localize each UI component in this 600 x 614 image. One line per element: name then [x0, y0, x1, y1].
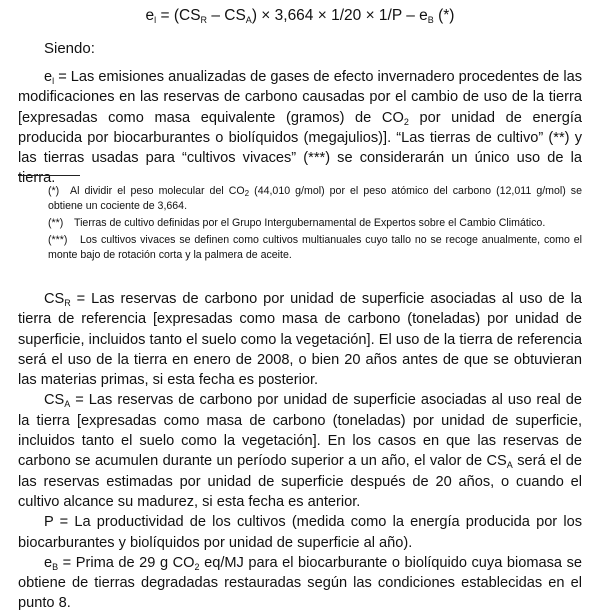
el-symbol-subscript: l	[52, 76, 55, 86]
co2-subscript: 2	[403, 116, 409, 127]
p-text: P = La productividad de los cultivos (medida como la energía producida por los biocarburantes y biolíquidos por unidad de superficie al año).	[18, 514, 582, 551]
csa-text: = Las reservas de carbono por unidad de superficie asociadas al uso real de la tierra [expresadas como masa de carbono (toneladas) por unidad de superficie, incluidos tanto el suelo como la vegetación]. En los casos en que las reservas de carbono se acumulen durante un período superior a un año, el valor de CS	[18, 392, 582, 470]
co2-subscript: 2	[244, 189, 250, 198]
footnote-text: Los cultivos vivaces se definen como cultivos multianuales cuyo tallo no se recoge anualmente, como el monte bajo de rotación corta y la palmera de aceite.	[48, 234, 582, 261]
eb-symbol-subscript: B	[52, 561, 59, 572]
csr-symbol: CS	[44, 291, 65, 307]
csr-text: = Las reservas de carbono por unidad de superficie asociadas al uso de la tierra de referencia [expresadas como masa de carbono (toneladas) por unidad de superficie, incluidos tanto el suelo como la vegetación]. El uso de la tierra de referencia será el uso de la tierra en enero de 2008, o bien 20 años antes de que se obtuvieran las materias primas, si esta fecha es posterior.	[18, 291, 582, 389]
el-definition	[18, 67, 582, 189]
footnote-mark: (*)	[48, 185, 60, 197]
formula-csa-subscript: A	[245, 15, 252, 25]
formula-lhs: e	[145, 7, 155, 24]
p-definition	[18, 512, 582, 553]
footnote-mark: (**)	[48, 217, 64, 229]
footnote-text: Tierras de cultivo definidas por el Grupo Intergubernamental de Expertos sobre el Cambio Climático.	[74, 217, 546, 229]
formula-csr-subscript: R	[200, 15, 208, 25]
co2-subscript: 2	[194, 561, 200, 572]
el-text: por unidad de energía producida por biocarburantes o biolíquidos (megajulios)]. “Las tierras de cultivo” (**) y las tierras usadas para “cultivos vivaces” (***) se considerarán un único uso de la tierra.	[18, 109, 582, 187]
siendo-label: Siendo:	[44, 40, 95, 57]
footnote-3	[18, 233, 582, 263]
footnote-separator	[18, 175, 80, 176]
csa-inline-subscript: A	[506, 460, 513, 471]
csr-definition	[18, 289, 582, 390]
formula-lhs-subscript: l	[154, 15, 157, 25]
formula-eb-subscript: B	[427, 15, 434, 25]
csr-symbol-subscript: R	[64, 298, 71, 308]
formula-footnote-ref: (*)	[433, 7, 455, 24]
footnote-text: (44,010 g/mol) por el peso atómico del carbono (12,011 g/mol) se obtiene un cociente de 3,664.	[48, 185, 583, 212]
eb-definition	[18, 553, 582, 614]
footnote-1	[18, 184, 582, 214]
csa-symbol: CS	[44, 392, 65, 409]
eb-text: = Prima de 29 g CO	[58, 554, 195, 571]
el-symbol: e	[44, 69, 53, 85]
definitions	[18, 289, 582, 614]
formula-part: = (CS	[156, 7, 201, 24]
footnote-2	[18, 216, 582, 231]
csa-symbol-subscript: A	[64, 399, 71, 410]
formula-part: ) × 3,664 × 1/20 × 1/P – e	[251, 7, 428, 24]
emissions-formula	[0, 6, 600, 26]
formula-part: – CS	[207, 7, 246, 24]
el-text: = Las emisiones anualizadas de gases de efecto invernadero procedentes de las modificaciones en las reservas de carbono causadas por el cambio de uso de la tierra [expresadas como masa equivalente (gramos) de CO	[18, 69, 582, 126]
footnote-text: Al dividir el peso molecular del CO	[70, 185, 245, 197]
csa-definition	[18, 390, 582, 512]
eb-text: eq/MJ para el biocarburante o biolíquido cuya biomasa se obtiene de tierras degradadas restauradas según las condiciones establecidas en el punto 8.	[18, 554, 583, 612]
footnotes	[18, 184, 582, 265]
eb-symbol: e	[44, 554, 53, 571]
footnote-mark: (***)	[48, 234, 68, 246]
csa-text: será el de las reservas estimadas por unidad de superficie después de 20 años, o cuando el cultivo alcance su madurez, si esta fecha es anterior.	[18, 453, 582, 510]
